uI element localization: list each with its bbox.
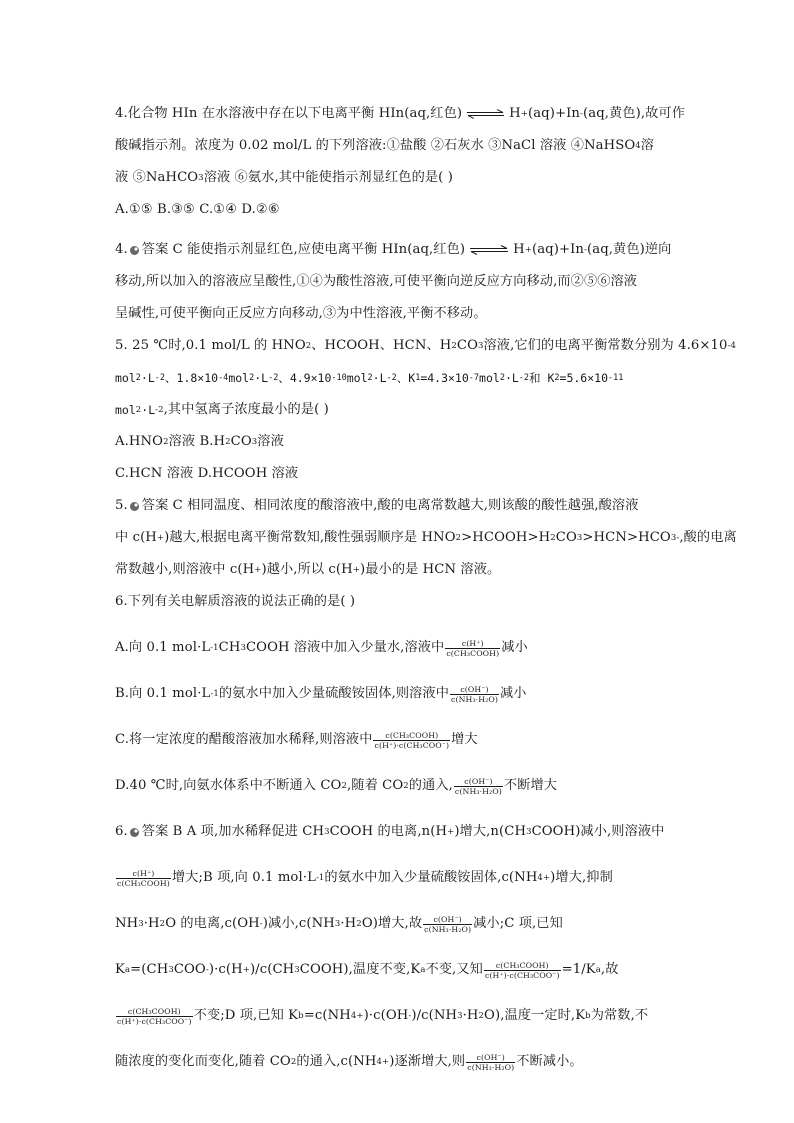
fraction [116, 869, 171, 888]
fraction [373, 731, 450, 750]
text: CO [456, 338, 478, 353]
text: (aq,黄色),故可作 [582, 106, 685, 121]
denominator: c(NH₃·H₂O) [451, 694, 499, 704]
text: )/c(CH [249, 962, 295, 977]
a6-line-2: $\frac{c(H^+)}{\text{c(CH₃COOH)}}$ 增大;B 项,向 0.1 mol·L -1 的氨水中加入少量硫酸铵固体,c(NH 4 + )增大,抑制 [117, 868, 613, 888]
text: 常数越小,则溶液中 c(H [115, 562, 255, 577]
text: 不变,又知 [425, 962, 483, 977]
text: 不断增大 [503, 778, 558, 793]
text: 答案 B A 项,加水稀释促进 CH [141, 824, 325, 839]
text: COOH)减小,则溶液中 [531, 824, 665, 839]
text: CH [218, 640, 241, 655]
answer-marker-icon [129, 827, 140, 838]
numerator: c(CH₃COOH) [385, 730, 439, 740]
a6-line-6: 随浓度的变化而变化,随着 CO 2 的通入,c(NH 4 + )逐渐增大,则 $\frac{c(OH^-)}{\text{c(NH₃·H₂O)}}$ 不断减小。 [115, 1052, 583, 1072]
text: B.向 0.1 mol·L [115, 686, 211, 701]
q5-line-1: 5. 25 ℃时,0.1 mol/L 的 HNO 2 、HCOOH、HCN、H 2 CO 3 溶液,它们的电离平衡常数分别为 4.6×10 -4 [115, 336, 685, 356]
text: 呈碱性,可使平衡向正反应方向移动,③为中性溶液,平衡不移动。 [115, 306, 487, 321]
fraction [466, 1053, 515, 1072]
text: O),温度一定时,K [484, 1008, 586, 1023]
text: )·c(H [208, 962, 243, 977]
text: (aq)+In [527, 106, 580, 121]
text: ·H [143, 916, 160, 931]
text: K [115, 962, 125, 977]
text: ·L [504, 371, 519, 385]
text: NH [115, 916, 139, 931]
text: C.将一定浓度的醋酸溶液加水稀释,则溶液中 [115, 732, 373, 747]
text: 、HCOOH、HCN、H [311, 338, 452, 353]
q4-line-1: 4.化合物 HIn 在水溶液中存在以下电离平衡 HIn(aq,红色) H + (aq)+In - (aq,黄色),故可作 [115, 104, 685, 124]
text: )增大,n(CH [454, 824, 527, 839]
a4-line-2 [115, 272, 685, 292]
text: CO [555, 530, 577, 545]
text: A.向 0.1 mol·L [115, 640, 211, 655]
q5-line-2: mol 2 ·L -2 、1.8×10 -4 mol 2 ·L -2 、4.9×10 -10 mol 2 ·L -2 、K 1 =4.3×10 -7 mol 2 ·L -2 和 K 2 =5.6×10 -11 [115, 368, 685, 388]
text: 增大 [451, 732, 478, 747]
a5-line-1 [115, 496, 685, 516]
text: 液 ⑤NaHCO [115, 170, 199, 185]
text: 、4.9×10 [278, 371, 332, 385]
text: 不断减小。 [516, 1054, 583, 1069]
q6-option-a: A.向 0.1 mol·L -1 CH 3 COOH 溶液中加入少量水,溶液中 $\frac{c(H^+)}{\text{c(CH₃COOH)}}$ 减小 [115, 638, 528, 658]
denominator: c(H⁺)·c(CH₃COO⁻) [374, 740, 450, 750]
equilibrium-arrow-icon [469, 245, 509, 255]
text: A.HNO [115, 434, 164, 449]
text: ,随着 CO [346, 778, 404, 793]
text: 随浓度的变化而变化,随着 CO [115, 1054, 291, 1069]
numerator: c(H⁺) [132, 868, 155, 878]
text: 的通入, [408, 778, 453, 793]
text: mol [479, 371, 500, 385]
text: 答案 C 相同温度、相同浓度的酸溶液中,酸的电离常数越大,则该酸的酸性越强,酸溶液 [141, 498, 639, 513]
text: COO [173, 962, 206, 977]
text: ,酸的电离 [679, 530, 737, 545]
text: mol [115, 371, 136, 385]
text: D.40 ℃时,向氨水体系中不断通入 CO [115, 778, 342, 793]
text: =(CH [130, 962, 169, 977]
text: ·L [140, 371, 155, 385]
text: 减小 [501, 640, 528, 655]
text: =5.6×10 [559, 371, 608, 385]
fraction [454, 777, 503, 796]
text: O 的电离,c(OH [165, 916, 260, 931]
numerator: c(OH⁻) [433, 914, 462, 924]
text: 5. 25 ℃时,0.1 mol/L 的 HNO [115, 338, 306, 353]
text: ·L [254, 371, 269, 385]
fraction [484, 961, 561, 980]
q5-options-1: A.HNO 2 溶液 B.H 2 CO 3 溶液 [115, 432, 685, 452]
text: =1/K [561, 962, 596, 977]
text: CO [230, 434, 252, 449]
text: 答案 C 能使指示剂显红色,应使电离平衡 HIn(aq,红色) [141, 242, 466, 257]
text: 溶液 B.H [168, 434, 226, 449]
numerator: c(CH₃COOH) [127, 1006, 181, 1016]
a6-line-4: K a =(CH 3 COO - )·c(H + )/c(CH 3 COOH),温度不变,K a 不变,又知 $\frac{\text{c(CH₃COOH)}}{\text{c(H⁺)·c(CH₃COO⁻)}}$ =1/K a ,故 [115, 960, 619, 980]
text: =4.3×10 [420, 371, 469, 385]
text: mol [115, 403, 136, 417]
options-text: A.①⑤ B.③⑤ C.①④ D.②⑥ [115, 202, 280, 217]
text: mol [346, 371, 368, 385]
text: ,其中氢离子浓度最小的是( ) [163, 402, 329, 417]
a5-line-2: 中 c(H + )越大,根据电离平衡常数知,酸性强弱顺序是 HNO 2 >HCOOH>H 2 CO 3 >HCN>HCO 3 - ,酸的电离 [115, 528, 685, 548]
q4-line-3: 液 ⑤NaHCO 3 溶液 ⑥氨水,其中能使指示剂显红色的是( ) [115, 168, 685, 188]
fraction [116, 1007, 193, 1026]
text: 6.下列有关电解质溶液的说法正确的是( ) [115, 594, 356, 609]
a6-line-1: 6. 答案 B A 项,加水稀释促进 CH 3 COOH 的电离,n(H + )增大,n(CH 3 COOH)减小,则溶液中 [115, 822, 685, 842]
a5-line-3: 常数越小,则溶液中 c(H + )越小,所以 c(H + )最小的是 HCN 溶液。 [115, 560, 685, 580]
text: 4. [115, 242, 128, 257]
q5-options-2 [115, 464, 685, 484]
text: )增大,抑制 [550, 870, 613, 885]
text: 不变;D 项,已知 K [193, 1008, 299, 1023]
text: 为常数,不 [590, 1008, 649, 1023]
text: 减小;C 项,已知 [473, 916, 563, 931]
text: mol [228, 371, 250, 385]
text: ·H [462, 1008, 479, 1023]
numerator: c(CH₃COOH) [495, 960, 549, 970]
text: 溶 [640, 138, 655, 153]
text: H [509, 106, 521, 121]
text: (aq)+In [531, 242, 585, 257]
text: 的氨水中加入少量硫酸铵固体,则溶液中 [218, 686, 450, 701]
text: C.HCN 溶液 D.HCOOH 溶液 [115, 466, 299, 481]
text: ·H [340, 916, 357, 931]
answer-marker-icon [129, 245, 140, 256]
q4-line-2: 酸碱指示剂。浓度为 0.02 mol/L 的下列溶液:①盐酸 ②石灰水 ③NaCl 溶液 ④NaHSO 4 溶 [115, 136, 685, 156]
text: O)增大,故 [361, 916, 423, 931]
q5-line-3: mol 2 ·L -2 ,其中氢离子浓度最小的是( ) [115, 400, 685, 420]
text: 、K [396, 371, 416, 385]
a6-line-5: $\frac{\text{c(CH₃COOH)}}{\text{c(H⁺)·c(CH₃COO⁻)}}$ 不变;D 项,已知 K b =c(NH 4 + )·c(OH - )/c(NH 3 ·H 2 O),温度一定时,K b 为常数,不 [117, 1006, 649, 1026]
text: 5. [115, 498, 128, 513]
text: )减小,c(NH [262, 916, 335, 931]
denominator: c(H⁺)·c(CH₃COO⁻) [484, 970, 560, 980]
text: ·L [372, 371, 387, 385]
text: )最小的是 HCN 溶液。 [360, 562, 501, 577]
a4-line-1: 4. 答案 C 能使指示剂显红色,应使电离平衡 HIn(aq,红色) H + (aq)+In - (aq,黄色)逆向 [115, 240, 685, 260]
fraction [450, 685, 499, 704]
denominator: c(NH₃·H₂O) [424, 924, 472, 934]
text: (aq,黄色)逆向 [587, 242, 672, 257]
text: H [513, 242, 525, 257]
text: 的氨水中加入少量硫酸铵固体,c(NH [324, 870, 538, 885]
text: COOH),温度不变,K [299, 962, 421, 977]
text: 增大;B 项,向 0.1 mol·L [171, 870, 316, 885]
text: >HCN>HCO [582, 530, 671, 545]
text: 6. [115, 824, 128, 839]
q4-options [115, 200, 685, 220]
text: ·L [141, 403, 156, 417]
denominator: c(CH₃COOH) [446, 648, 500, 658]
text: )越大,根据电离平衡常数知,酸性强弱顺序是 HNO [164, 530, 456, 545]
text: )逐渐增大,则 [389, 1054, 466, 1069]
text: 减小 [500, 686, 527, 701]
text: 、1.8×10 [165, 371, 219, 385]
text: 中 c(H [115, 530, 157, 545]
denominator: c(H⁺)·c(CH₃COO⁻) [117, 1016, 192, 1026]
text: )越小,所以 c(H [261, 562, 353, 577]
a6-line-3: NH 3 ·H 2 O 的电离,c(OH - )减小,c(NH 3 ·H 2 O)增大,故 $\frac{c(OH^-)}{\text{c(NH₃·H₂O)}}$ 减小;C 项,已知 [115, 914, 563, 934]
text: COOH 的电离,n(H [329, 824, 448, 839]
q6-option-b: B.向 0.1 mol·L -1 的氨水中加入少量硫酸铵固体,则溶液中 $\frac{c(OH^-)}{\text{c(NH₃·H₂O)}}$ 减小 [115, 684, 527, 704]
document-page [115, 104, 737, 1072]
numerator: c(OH⁻) [460, 684, 489, 694]
denominator: c(CH₃COOH) [117, 878, 170, 888]
a4-line-3 [115, 304, 685, 324]
numerator: c(H⁺) [461, 638, 484, 648]
text: COOH 溶液中加入少量水,溶液中 [245, 640, 445, 655]
fraction [445, 639, 500, 658]
answer-marker-icon [129, 501, 140, 512]
text: )·c(OH [363, 1008, 409, 1023]
equilibrium-arrow-icon [466, 109, 505, 119]
text: ,故 [600, 962, 619, 977]
text: =c(NH [303, 1008, 351, 1023]
text: 移动,所以加入的溶液应呈酸性,①④为酸性溶液,可使平衡向逆反应方向移动,而②⑤⑥溶液 [115, 274, 638, 289]
q6-option-c [115, 730, 685, 750]
text: )/c(NH [411, 1008, 458, 1023]
text: 4.化合物 HIn 在水溶液中存在以下电离平衡 HIn(aq,红色) [115, 106, 463, 121]
text: 酸碱指示剂。浓度为 0.02 mol/L 的下列溶液:①盐酸 ②石灰水 ③NaCl 溶液 ④NaHSO [115, 138, 636, 153]
q6-option-d: D.40 ℃时,向氨水体系中不断通入 CO 2 ,随着 CO 2 的通入, $\frac{c(OH^-)}{\text{c(NH₃·H₂O)}}$ 不断增大 [115, 776, 558, 796]
text: 溶液 ⑥氨水,其中能使指示剂显红色的是( ) [203, 170, 453, 185]
text: 溶液,它们的电离平衡常数分别为 4.6×10 [483, 338, 728, 353]
numerator: c(OH⁻) [464, 776, 493, 786]
text: 的通入,c(NH [296, 1054, 377, 1069]
q6-stem [115, 592, 685, 612]
denominator: c(NH₃·H₂O) [467, 1062, 515, 1072]
numerator: c(OH⁻) [476, 1052, 505, 1062]
text: 和 K [529, 371, 555, 385]
text: >HCOOH>H [461, 530, 551, 545]
fraction [423, 915, 472, 934]
denominator: c(NH₃·H₂O) [454, 786, 502, 796]
text: 溶液 [257, 434, 284, 449]
